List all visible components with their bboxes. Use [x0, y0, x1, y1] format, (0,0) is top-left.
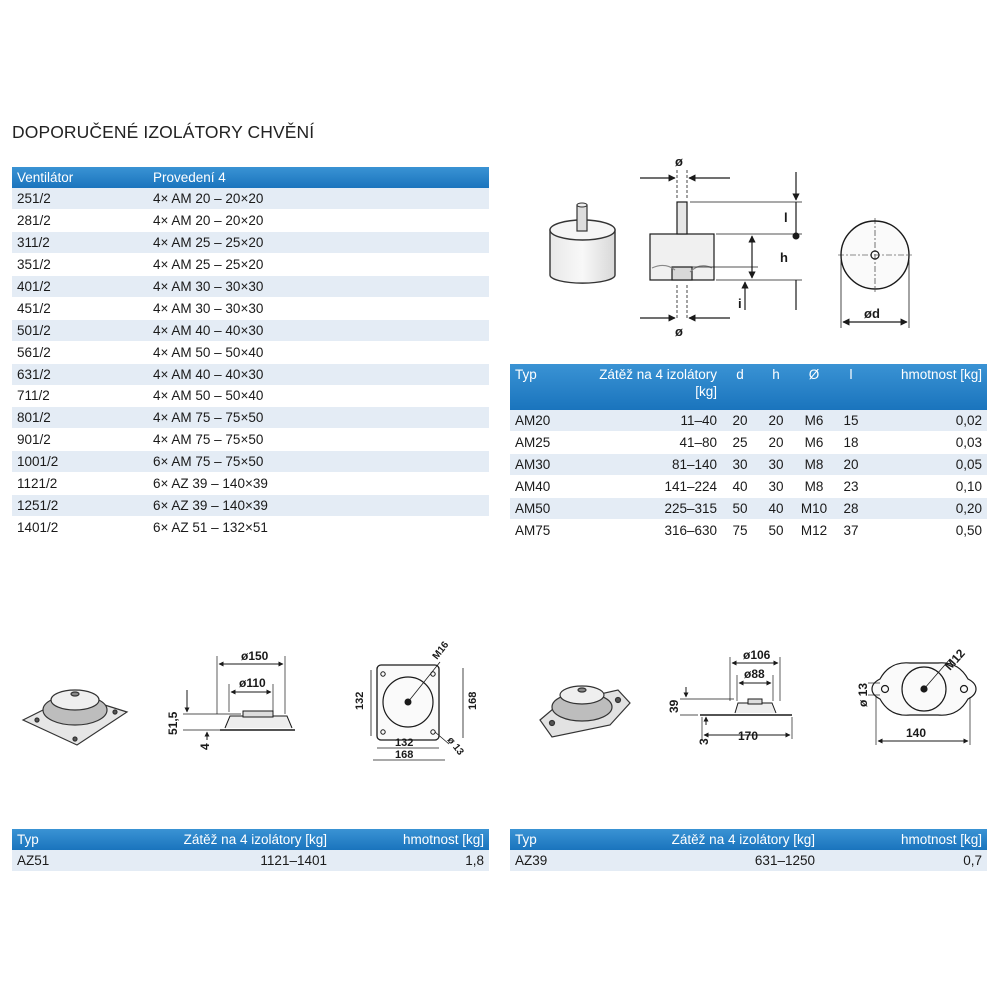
cell-h: 40	[758, 498, 794, 520]
cell-version: 4× AM 75 – 75×50	[148, 407, 489, 429]
column-header-d: d	[722, 364, 758, 410]
cell-version: 4× AM 50 – 50×40	[148, 341, 489, 363]
table-row	[12, 297, 489, 319]
cell-d: 50	[722, 498, 758, 520]
table-row	[12, 276, 489, 298]
cell-l: 37	[834, 519, 868, 541]
column-header-type: Typ	[510, 364, 570, 410]
cell-version: 4× AM 25 – 25×20	[148, 232, 489, 254]
cell-d: 40	[722, 476, 758, 498]
cell-fan: 711/2	[12, 385, 148, 407]
cell-weight: 0,05	[868, 454, 987, 476]
az39-base-height-3: 3	[697, 738, 711, 745]
cell-load: 81–140	[570, 454, 722, 476]
cell-type: AM40	[510, 476, 570, 498]
cell-load: 141–224	[570, 476, 722, 498]
az39-height-39: 39	[667, 699, 681, 713]
cell-fan: 401/2	[12, 276, 148, 298]
cell-thread: M6	[794, 432, 834, 454]
column-header-fan: Ventilátor	[12, 167, 148, 188]
cell-weight: 0,50	[868, 519, 987, 541]
cell-version: 4× AM 40 – 40×30	[148, 363, 489, 385]
az39-isolator-drawing	[530, 645, 990, 770]
cell-l: 23	[834, 476, 868, 498]
az39-diameter-106: ø106	[743, 648, 771, 662]
column-header-weight: hmotnost [kg]	[820, 829, 987, 850]
az51-thread-m16: M16	[430, 640, 452, 662]
column-header-load: Zátěž na 4 izolátory [kg]	[92, 829, 332, 850]
cell-version: 6× AZ 39 – 140×39	[148, 473, 489, 495]
az39-width-140: 140	[906, 726, 927, 740]
column-header-version: Provedení 4	[148, 167, 489, 188]
table-row	[12, 494, 489, 516]
diameter-label-top: ø	[675, 154, 683, 169]
az51-side-view	[183, 656, 295, 740]
cell-d: 25	[722, 432, 758, 454]
cell-fan: 801/2	[12, 407, 148, 429]
thread-depth-label: i	[738, 296, 742, 311]
height-label: h	[780, 250, 788, 265]
table-row	[12, 341, 489, 363]
table-header-row	[12, 829, 489, 850]
column-header-load: Zátěž na 4 izolátory [kg]	[590, 829, 820, 850]
az51-isolator-3d-icon	[23, 690, 127, 745]
table-row	[12, 451, 489, 473]
table-row	[12, 385, 489, 407]
table-row	[510, 850, 987, 872]
az39-thread-m12: M12	[941, 646, 968, 674]
az51-diameter-110: ø110	[239, 676, 266, 690]
cell-fan: 1251/2	[12, 494, 148, 516]
cell-d: 20	[722, 410, 758, 432]
table-row	[510, 454, 987, 476]
cell-version: 4× AM 75 – 75×50	[148, 429, 489, 451]
length-label: l	[784, 210, 788, 225]
cell-h: 50	[758, 519, 794, 541]
az51-isolator-drawing	[15, 640, 485, 780]
outer-diameter-label: ød	[864, 306, 880, 321]
cell-fan: 1401/2	[12, 516, 148, 538]
cell-type: AZ39	[510, 850, 590, 872]
cell-load: 631–1250	[590, 850, 820, 872]
cell-weight: 0,20	[868, 498, 987, 520]
az51-width-168-vertical: 168	[467, 691, 479, 710]
cell-load: 225–315	[570, 498, 722, 520]
cell-fan: 631/2	[12, 363, 148, 385]
table-row	[12, 188, 489, 210]
am-isolator-table	[510, 364, 987, 542]
cell-thread: M8	[794, 476, 834, 498]
cell-fan: 501/2	[12, 319, 148, 341]
table-header-row	[510, 829, 987, 850]
cell-version: 4× AM 30 – 30×30	[148, 297, 489, 319]
az39-isolator-table	[510, 829, 987, 872]
cell-fan: 251/2	[12, 188, 148, 210]
cell-load: 11–40	[570, 410, 722, 432]
cell-type: AM30	[510, 454, 570, 476]
am-isolator-side-view	[640, 170, 802, 320]
cell-version: 6× AZ 51 – 132×51	[148, 516, 489, 538]
az51-width-168-horizontal: 168	[395, 749, 414, 761]
cell-h: 20	[758, 410, 794, 432]
table-row	[12, 254, 489, 276]
table-row	[510, 432, 987, 454]
cell-l: 20	[834, 454, 868, 476]
column-header-l: l	[834, 364, 868, 410]
cell-version: 6× AM 75 – 75×50	[148, 451, 489, 473]
cell-weight: 0,02	[868, 410, 987, 432]
table-row	[12, 850, 489, 872]
cell-fan: 561/2	[12, 341, 148, 363]
cell-version: 4× AM 40 – 40×30	[148, 319, 489, 341]
cell-fan: 901/2	[12, 429, 148, 451]
table-row	[12, 429, 489, 451]
cell-version: 4× AM 25 – 25×20	[148, 254, 489, 276]
cell-d: 75	[722, 519, 758, 541]
cell-fan: 281/2	[12, 210, 148, 232]
table-row	[12, 473, 489, 495]
az51-height-515: 51,5	[166, 711, 180, 735]
cell-weight: 0,03	[868, 432, 987, 454]
az39-hole-diameter-13: ø 13	[856, 682, 870, 707]
cell-type: AM75	[510, 519, 570, 541]
cell-l: 18	[834, 432, 868, 454]
column-header-type: Typ	[12, 829, 92, 850]
table-row	[12, 232, 489, 254]
fan-isolator-table	[12, 167, 489, 539]
az51-base-height-4: 4	[198, 743, 212, 750]
cell-load: 316–630	[570, 519, 722, 541]
cell-fan: 451/2	[12, 297, 148, 319]
page-title: DOPORUČENÉ IZOLÁTORY CHVĚNÍ	[12, 122, 315, 142]
am-isolator-drawing	[540, 150, 1000, 345]
table-row	[510, 519, 987, 541]
cell-load: 41–80	[570, 432, 722, 454]
cell-d: 30	[722, 454, 758, 476]
cell-fan: 311/2	[12, 232, 148, 254]
az39-isolator-3d-icon	[540, 686, 630, 737]
column-header-weight: hmotnost [kg]	[868, 364, 987, 410]
cell-l: 28	[834, 498, 868, 520]
az39-side-view	[680, 657, 792, 739]
table-row	[510, 498, 987, 520]
cell-version: 4× AM 20 – 20×20	[148, 210, 489, 232]
cell-version: 6× AZ 39 – 140×39	[148, 494, 489, 516]
cell-thread: M8	[794, 454, 834, 476]
cell-load: 1121–1401	[92, 850, 332, 872]
cell-h: 30	[758, 476, 794, 498]
cell-type: AZ51	[12, 850, 92, 872]
cell-fan: 1001/2	[12, 451, 148, 473]
az51-isolator-table	[12, 829, 489, 872]
cell-weight: 0,10	[868, 476, 987, 498]
table-row	[12, 516, 489, 538]
column-header-thread: Ø	[794, 364, 834, 410]
cell-weight: 0,7	[820, 850, 987, 872]
az39-length-170: 170	[738, 729, 759, 743]
cell-version: 4× AM 20 – 20×20	[148, 188, 489, 210]
column-header-h: h	[758, 364, 794, 410]
cell-type: AM50	[510, 498, 570, 520]
table-row	[12, 319, 489, 341]
cell-fan: 1121/2	[12, 473, 148, 495]
cell-version: 4× AM 50 – 50×40	[148, 385, 489, 407]
az39-diameter-88: ø88	[744, 667, 765, 681]
az51-hole-diameter-13: ø 13	[444, 735, 466, 758]
cell-l: 15	[834, 410, 868, 432]
cell-version: 4× AM 30 – 30×30	[148, 276, 489, 298]
cell-thread: M10	[794, 498, 834, 520]
cell-fan: 351/2	[12, 254, 148, 276]
cell-h: 30	[758, 454, 794, 476]
table-row	[12, 407, 489, 429]
az51-diameter-150: ø150	[241, 649, 269, 663]
table-header-row	[12, 167, 489, 188]
cell-weight: 1,8	[332, 850, 489, 872]
cell-thread: M12	[794, 519, 834, 541]
az51-width-132-vertical: 132	[354, 691, 366, 710]
cell-thread: M6	[794, 410, 834, 432]
az51-width-132-horizontal: 132	[395, 737, 414, 749]
table-row	[12, 363, 489, 385]
cell-type: AM20	[510, 410, 570, 432]
table-row	[12, 210, 489, 232]
column-header-weight: hmotnost [kg]	[332, 829, 489, 850]
am-isolator-3d-icon	[550, 203, 615, 283]
cell-h: 20	[758, 432, 794, 454]
diameter-label-bottom: ø	[675, 324, 683, 339]
column-header-type: Typ	[510, 829, 590, 850]
table-header-row	[510, 364, 987, 410]
table-row	[510, 476, 987, 498]
table-row	[510, 410, 987, 432]
column-header-load: Zátěž na 4 izolátory [kg]	[570, 364, 722, 410]
cell-type: AM25	[510, 432, 570, 454]
